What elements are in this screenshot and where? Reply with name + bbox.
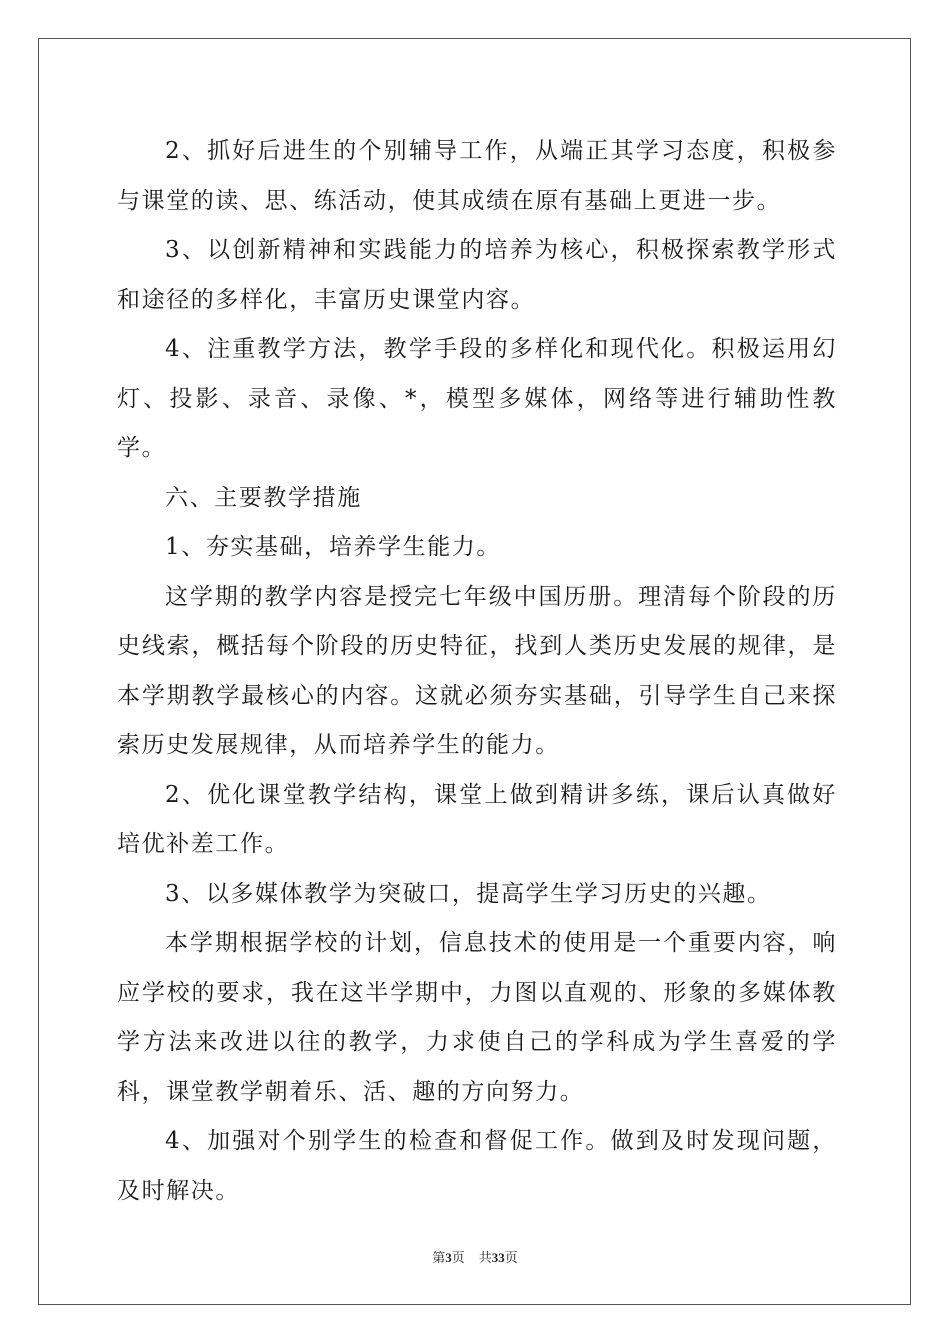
page-suffix: 页: [451, 1251, 465, 1266]
paragraph: 这学期的教学内容是授完七年级中国历册。理清每个阶段的历史线索，概括每个阶段的历史特征，找到人类历史发展的规律，是本学期教学最核心的内容。这就必须夯实基础，引导学生自己来探索历史发展规律，从而培养学生的能力。: [117, 583, 837, 758]
total-prefix: 共: [478, 1251, 492, 1266]
paragraph: 3、以创新精神和实践能力的培养为核心，积极探索教学形式和途径的多样化，丰富历史课堂内容。: [117, 237, 837, 313]
page-number: 3: [445, 1250, 452, 1265]
paragraph: 1、夯实基础，培养学生能力。: [165, 534, 502, 560]
total-pages: 33: [491, 1250, 505, 1265]
paragraph: 2、抓好后进生的个别辅导工作，从端正其学习态度，积极参与课堂的读、思、练活动，使其成绩在原有基础上更进一步。: [117, 138, 837, 214]
page-prefix: 第: [432, 1251, 446, 1266]
paragraph: 4、注重教学方法，教学手段的多样化和现代化。积极运用幻灯、投影、录音、录像、*，模型多媒体，网络等进行辅助性教学。: [117, 336, 837, 461]
paragraph: 3、以多媒体教学为突破口，提高学生学习历史的兴趣。: [165, 880, 772, 907]
document-body: [117, 127, 837, 1216]
page-footer: [0, 1247, 950, 1266]
total-suffix: 页: [504, 1251, 518, 1266]
paragraph: 4、加强对个别学生的检查和督促工作。做到及时发现问题，及时解决。: [117, 1128, 837, 1204]
paragraph: 本学期根据学校的计划，信息技术的使用是一个重要内容，响应学校的要求，我在这半学期中，力图以直观的、形象的多媒体教学方法来改进以往的教学，力求使自己的学科成为学生喜爱的学科，课堂教学朝着乐、活、趣的方向努力。: [117, 930, 837, 1105]
paragraph: 2、优化课堂教学结构，课堂上做到精讲多练，课后认真做好培优补差工作。: [117, 781, 837, 857]
section-heading: 六、主要教学措施: [165, 484, 362, 511]
